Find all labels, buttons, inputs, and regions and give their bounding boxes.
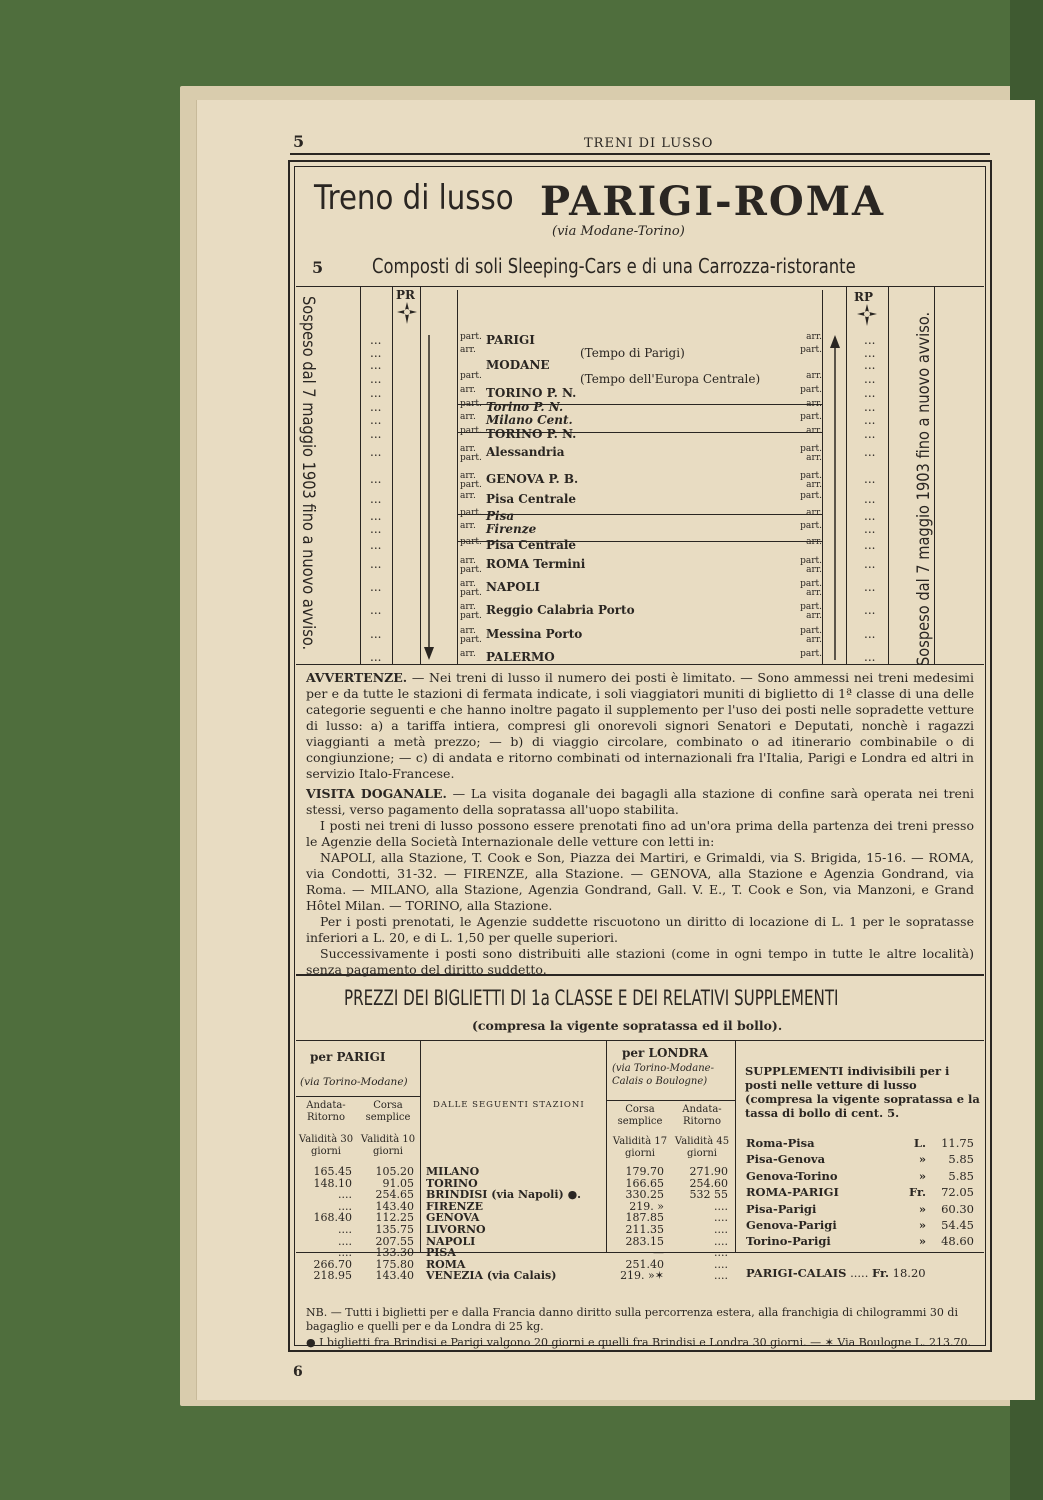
supplement-currency: » bbox=[918, 1218, 926, 1232]
title-via: (via Modane-Torino) bbox=[552, 224, 685, 239]
tt-station: GENOVA P. B. bbox=[486, 472, 579, 486]
supplement-name: Genova-Torino bbox=[746, 1168, 838, 1183]
tt-pr-value: ... bbox=[370, 333, 382, 347]
tt-rp-value: ... bbox=[864, 538, 876, 552]
supplement-value: 54.45 bbox=[941, 1218, 974, 1232]
price-cell-st: BRINDISI (via Napoli) ●. bbox=[426, 1188, 582, 1202]
tt-col-divider bbox=[822, 290, 823, 664]
tt-station: NAPOLI bbox=[486, 580, 540, 594]
price-cell-la: .... bbox=[714, 1234, 728, 1248]
london-validity-45: Validità 45 giorni bbox=[674, 1136, 730, 1159]
col-label-pr: PR bbox=[396, 288, 415, 302]
tt-station: PARIGI bbox=[486, 333, 535, 347]
visita-heading: VISITA DOGANALE. bbox=[306, 786, 447, 801]
paris-validity-30: Validità 30 giorni bbox=[298, 1134, 354, 1157]
visita-text: — La visita doganale dei bagagli alla stazione di confine sarà operata nei treni stessi, verso pagamento della sopratassa all'uopo stabilita. bbox=[306, 786, 974, 817]
tt-rp-value: ... bbox=[864, 413, 876, 427]
avvertenze-text: — Nei treni di lusso il numero dei posti è limitato. — Sono ammessi nei treni medesimi per e da tutte le stazioni di fermata indicate, i soli viaggiatori muniti di biglietto di 1ª classe di una delle categorie seguenti e che hanno inoltre pagato il supplemento per l'uso dei posti nelle sopradette vetture di lusso: a) a tariffa intiera, compresi gli onorevoli signori Senatori e Deputati, nonchè i ragazzi viaggianti a metà prezzo; — b) di viaggio circolare, combinato o ad itinerario combinabile o di congiunzione; — c) di andata e ritorno combinati od internazionali fra l'Italia, Parigi e Londra ed altri in servizio Italo-Francese. bbox=[306, 670, 974, 781]
agenzie-text: NAPOLI, alla Stazione, T. Cook e Son, Piazza dei Martiri, e Grimaldi, via S. Brigida, 15-16. — ROMA, via Condotti, 31-32. — FIRENZE, alla Stazione. — GENOVA, alla Stazione e Agenzia Gondrand, via Roma. — MILANO, alla Stazione, Agenzia Gondrand, Gall. V. E., T. Cook e Son, via Manzoni, e Grand Hôtel Milan. — TORINO, alla Stazione. bbox=[306, 850, 974, 913]
tt-rp-value: ... bbox=[864, 522, 876, 536]
supplement-name: Pisa-Genova bbox=[746, 1152, 826, 1167]
tt-right-label: part. bbox=[800, 491, 822, 501]
price-col-divider bbox=[735, 1040, 736, 1252]
tt-group-rule bbox=[457, 514, 822, 515]
sleeping-car-emblem-icon bbox=[395, 300, 419, 326]
title-subtitle: Composti di soli Sleeping-Cars e di una Carrozza-ristorante bbox=[372, 254, 856, 278]
tt-rp-value: ... bbox=[864, 492, 876, 506]
tt-right-label: part. arr. bbox=[800, 444, 822, 463]
tt-rp-value: ... bbox=[864, 346, 876, 360]
tt-left-label: part. bbox=[460, 508, 482, 518]
tt-pr-value: ... bbox=[370, 522, 382, 536]
price-cell-pc: 91.05 bbox=[382, 1176, 414, 1190]
tt-rp-value: ... bbox=[864, 557, 876, 571]
london-head: per LONDRA bbox=[622, 1046, 709, 1060]
tt-right-label: part. bbox=[800, 521, 822, 531]
tt-station: MODANE bbox=[486, 358, 550, 372]
price-cell-pc: 133.30 bbox=[375, 1246, 414, 1260]
tt-station: Pisa bbox=[486, 509, 515, 523]
supplement-value: 72.05 bbox=[941, 1185, 974, 1200]
tt-pr-value: ... bbox=[370, 413, 382, 427]
tt-left-label: arr. bbox=[460, 345, 476, 355]
price-cell-pa: 168.40 bbox=[313, 1211, 352, 1225]
supplement-name: Torino-Parigi bbox=[746, 1234, 831, 1249]
tt-left-label: arr. bbox=[460, 649, 476, 659]
price-cell-pa: .... bbox=[338, 1223, 352, 1236]
title-rule bbox=[296, 286, 984, 287]
down-arrow-icon bbox=[424, 335, 434, 660]
london-validity-17: Validità 17 giorni bbox=[612, 1136, 668, 1159]
price-cell-la: .... bbox=[714, 1211, 728, 1225]
price-cell-pa: 165.45 bbox=[313, 1165, 352, 1178]
prices-title: PREZZI DEI BIGLIETTI DI 1a CLASSE E DEI RELATIVI SUPPLEMENTI bbox=[344, 986, 839, 1010]
prices-top-rule bbox=[296, 1040, 984, 1041]
supplement-value: 60.30 bbox=[941, 1201, 974, 1216]
paris-andata-head: Andata-Ritorno bbox=[306, 1100, 346, 1123]
tt-right-label: arr. bbox=[806, 371, 822, 381]
tt-col-divider bbox=[457, 290, 458, 664]
tt-pr-value: ... bbox=[370, 557, 382, 571]
paris-validity-10: Validità 10 giorni bbox=[360, 1134, 416, 1157]
tt-rp-value: ... bbox=[864, 358, 876, 372]
tt-station: (Tempo di Parigi) bbox=[580, 346, 685, 360]
tt-right-label: arr. bbox=[806, 426, 822, 436]
calais-row: PARIGI-CALAIS ..... Fr. 18.20 bbox=[746, 1266, 926, 1280]
nb-text: NB. — Tutti i biglietti per e dalla Francia danno diritto sulla percorrenza estera, alla franchigia di chilogrammi 30 di bagaglio e quelli per e da Londra di 25 kg. bbox=[306, 1306, 958, 1333]
tt-pr-value: ... bbox=[370, 400, 382, 414]
tt-right-label: part. arr. bbox=[800, 471, 822, 490]
tt-pr-value: ... bbox=[370, 538, 382, 552]
tt-station: PALERMO bbox=[486, 650, 555, 664]
tt-left-label: arr. bbox=[460, 521, 476, 531]
london-sub-rule bbox=[606, 1100, 735, 1101]
price-cell-la: .... bbox=[714, 1269, 728, 1283]
price-cell-pa: 266.70 bbox=[313, 1257, 352, 1271]
tt-rp-value: ... bbox=[864, 372, 876, 386]
distribuzione-text: Successivamente i posti sono distribuiti alle stazioni (come in ogni tempo in tutte le altre località) senza pagamento del diritto suddetto. bbox=[306, 946, 974, 977]
supplement-value: 48.60 bbox=[941, 1234, 974, 1249]
tt-station: Reggio Calabria Porto bbox=[486, 603, 635, 617]
running-title: TRENI DI LUSSO bbox=[584, 136, 714, 151]
tt-right-label: part. bbox=[800, 385, 822, 395]
price-cell-pc: 175.80 bbox=[375, 1257, 414, 1271]
tt-col-divider bbox=[846, 286, 847, 664]
tt-right-label: part. bbox=[800, 412, 822, 422]
tt-pr-value: ... bbox=[370, 509, 382, 523]
tt-left-label: arr. bbox=[460, 385, 476, 395]
paris-head: per PARIGI bbox=[310, 1050, 386, 1064]
tt-rp-value: ... bbox=[864, 445, 876, 459]
tt-pr-value: ... bbox=[370, 372, 382, 386]
price-cell-la: .... bbox=[714, 1257, 728, 1271]
tt-pr-value: ... bbox=[370, 346, 382, 360]
supplement-name: Roma-Pisa bbox=[746, 1136, 815, 1150]
tt-left-label: arr. part. bbox=[460, 444, 482, 463]
price-cell-lc: 219. » bbox=[629, 1199, 664, 1213]
tt-rp-value: ... bbox=[864, 580, 876, 594]
tt-pr-value: ... bbox=[370, 580, 382, 594]
supplement-value: 5.85 bbox=[948, 1168, 974, 1183]
price-cell-lc: — bbox=[653, 1246, 664, 1260]
tt-pr-value: ... bbox=[370, 386, 382, 400]
supplement-currency: L. bbox=[913, 1136, 926, 1150]
tt-rp-value: ... bbox=[864, 472, 876, 486]
supplement-name: ROMA-PARIGI bbox=[746, 1185, 839, 1200]
tt-left-label: arr. part. bbox=[460, 602, 482, 621]
supplement-currency: » bbox=[918, 1201, 926, 1216]
calais-value: 18.20 bbox=[892, 1266, 926, 1280]
tt-pr-value: ... bbox=[370, 603, 382, 617]
locazione-text: Per i posti prenotati, le Agenzie suddette riscuotono un diritto di locazione di L. 1 per le sopratasse inferiori a L. 20, e di L. 1,50 per quelle superiori. bbox=[306, 914, 974, 945]
tt-station: Pisa Centrale bbox=[486, 492, 577, 506]
tt-pr-value: ... bbox=[370, 650, 382, 664]
price-cell-st: ROMA bbox=[426, 1257, 466, 1271]
price-cell-pc: 143.40 bbox=[375, 1269, 414, 1283]
tt-left-label: part. bbox=[460, 399, 482, 409]
supplement-currency: » bbox=[918, 1234, 926, 1249]
from-head: DALLE SEGUENTI STAZIONI bbox=[433, 1100, 585, 1110]
page-bottom-number: 6 bbox=[293, 1364, 303, 1380]
supplement-value: 11.75 bbox=[941, 1136, 974, 1150]
price-cell-pa: .... bbox=[338, 1188, 352, 1202]
price-cell-st: PISA bbox=[426, 1246, 456, 1260]
avvertenze-heading: AVVERTENZE. bbox=[306, 670, 408, 685]
tt-rp-value: ... bbox=[864, 627, 876, 641]
tt-right-label: arr. bbox=[806, 508, 822, 518]
price-cell-la: .... bbox=[714, 1223, 728, 1236]
supplements-head: SUPPLEMENTI indivisibili per i posti nelle vetture di lusso (compresa la vigente sopratassa e la tassa di bollo di cent. 5. bbox=[745, 1064, 980, 1120]
bullet-note: ● I biglietti fra Brindisi e Parigi valgono 20 giorni e quelli fra Brindisi e Londra 30 giorni. — ✶ Via Boulogne L. 213.70. bbox=[306, 1336, 972, 1349]
price-cell-pc: 112.25 bbox=[375, 1211, 414, 1225]
price-cell-lc: 251.40 bbox=[625, 1257, 664, 1271]
price-cell-lc: 283.15 bbox=[625, 1234, 664, 1248]
prices-subtitle: (compresa la vigente sopratassa ed il bollo). bbox=[472, 1018, 783, 1033]
tt-group-rule bbox=[457, 432, 822, 433]
tt-left-label: part. bbox=[460, 426, 482, 436]
tt-rp-value: ... bbox=[864, 509, 876, 523]
tt-group-rule bbox=[457, 404, 822, 405]
tt-col-right-edge bbox=[934, 286, 935, 664]
header-rule bbox=[290, 153, 990, 155]
supplement-value: 5.85 bbox=[948, 1152, 974, 1167]
tt-pr-value: ... bbox=[370, 472, 382, 486]
tt-group-rule bbox=[457, 541, 822, 542]
tt-left-label: arr. bbox=[460, 412, 476, 422]
tt-station: TORINO P. N. bbox=[486, 386, 577, 400]
title-prefix: Treno di lusso bbox=[314, 178, 514, 218]
supplement-name: Pisa-Parigi bbox=[746, 1201, 817, 1216]
london-via: (via Torino-Modane-Calais o Boulogne) bbox=[612, 1063, 714, 1087]
tt-left-label: arr. bbox=[460, 491, 476, 501]
london-andata-head: Andata-Ritorno bbox=[682, 1104, 722, 1127]
price-cell-pc: 254.65 bbox=[375, 1188, 414, 1202]
london-corsa-head: Corsa semplice bbox=[617, 1104, 663, 1127]
price-col-divider bbox=[606, 1040, 607, 1252]
train-number: 5 bbox=[312, 258, 324, 277]
tt-right-label: part. arr. bbox=[800, 602, 822, 621]
price-cell-pa: 148.10 bbox=[313, 1176, 352, 1190]
paris-corsa-head: Corsa semplice bbox=[365, 1100, 411, 1123]
tt-rp-value: ... bbox=[864, 333, 876, 347]
sleeping-car-emblem-icon bbox=[853, 302, 881, 328]
price-cell-la: 254.60 bbox=[689, 1176, 728, 1190]
price-cell-st: MILANO bbox=[426, 1165, 480, 1178]
calais-name: PARIGI-CALAIS bbox=[746, 1266, 847, 1280]
price-cell-pc: 143.40 bbox=[375, 1199, 414, 1213]
tt-pr-value: ... bbox=[370, 492, 382, 506]
tt-left-label: part. bbox=[460, 371, 482, 381]
paris-sub-rule bbox=[296, 1096, 420, 1097]
tt-left-label: arr. part. bbox=[460, 471, 482, 490]
prenotazione-text: I posti nei treni di lusso possono essere prenotati fino ad un'ora prima della partenza dei treni presso le Agenzie della Società Internazionale delle vetture con letti in: bbox=[306, 818, 974, 849]
tt-station: Firenze bbox=[486, 522, 537, 536]
tt-station: (Tempo dell'Europa Centrale) bbox=[580, 372, 761, 386]
price-cell-lc: 211.35 bbox=[625, 1223, 664, 1236]
price-cell-lc: 219. »✶ bbox=[620, 1269, 664, 1283]
tt-station: Milano Cent. bbox=[486, 413, 573, 427]
supplement-currency: » bbox=[918, 1168, 926, 1183]
tt-right-label: arr. bbox=[806, 399, 822, 409]
tt-right-label: part. arr. bbox=[800, 626, 822, 645]
supplement-currency: » bbox=[918, 1152, 926, 1167]
price-cell-st: NAPOLI bbox=[426, 1234, 476, 1248]
tt-right-label: arr. bbox=[806, 332, 822, 342]
paris-via: (via Torino-Modane) bbox=[300, 1076, 408, 1088]
tt-right-label: arr. bbox=[806, 537, 822, 547]
tt-pr-value: ... bbox=[370, 627, 382, 641]
tt-rp-value: ... bbox=[864, 386, 876, 400]
price-cell-st: FIRENZE bbox=[426, 1199, 483, 1213]
price-cell-lc: 330.25 bbox=[625, 1188, 664, 1202]
price-cell-lc: 179.70 bbox=[625, 1165, 664, 1178]
price-cell-st: VENEZIA (via Calais) bbox=[426, 1269, 557, 1283]
price-cell-pc: 135.75 bbox=[375, 1223, 414, 1236]
price-cell-pa: 218.95 bbox=[313, 1269, 352, 1283]
price-cell-pa: .... bbox=[338, 1246, 352, 1260]
tt-right-label: part. bbox=[800, 345, 822, 355]
tt-station: Torino P. N. bbox=[486, 400, 564, 414]
price-cell-lc: 166.65 bbox=[625, 1176, 664, 1190]
supplement-name: Genova-Parigi bbox=[746, 1218, 837, 1232]
page-number: 5 bbox=[293, 132, 306, 151]
tt-rp-value: ... bbox=[864, 427, 876, 441]
section-rule bbox=[296, 974, 984, 976]
price-cell-st: TORINO bbox=[426, 1176, 478, 1190]
tt-rp-value: ... bbox=[864, 400, 876, 414]
tt-left-label: part. bbox=[460, 332, 482, 342]
tt-left-label: arr. part. bbox=[460, 579, 482, 598]
price-cell-pc: 207.55 bbox=[375, 1234, 414, 1248]
price-cell-la: .... bbox=[714, 1246, 728, 1260]
price-col-divider bbox=[420, 1040, 421, 1252]
tt-left-label: arr. part. bbox=[460, 556, 482, 575]
tt-pr-value: ... bbox=[370, 358, 382, 372]
tt-station: Pisa Centrale bbox=[486, 538, 577, 552]
tt-left-label: part. bbox=[460, 537, 482, 547]
supplement-currency: Fr. bbox=[909, 1185, 926, 1200]
tt-right-label: part. arr. bbox=[800, 579, 822, 598]
price-cell-pa: .... bbox=[338, 1199, 352, 1213]
calais-currency: Fr. bbox=[872, 1266, 889, 1280]
suspension-notice-right: Sospeso dal 7 maggio 1903 fino a nuovo avviso. bbox=[914, 311, 934, 666]
suspension-notice-left: Sospeso dal 7 maggio 1903 fino a nuovo avviso. bbox=[298, 296, 318, 651]
tt-rp-value: ... bbox=[864, 650, 876, 664]
price-cell-st: GENOVA bbox=[426, 1211, 480, 1225]
tt-col-divider bbox=[420, 286, 421, 664]
tt-col-divider bbox=[888, 286, 889, 664]
tt-right-label: part. arr. bbox=[800, 556, 822, 575]
tt-bottom-rule bbox=[296, 664, 984, 665]
up-arrow-icon bbox=[830, 335, 840, 660]
col-label-rp: RP bbox=[854, 290, 873, 304]
tt-station: TORINO P. N. bbox=[486, 427, 577, 441]
notes-block bbox=[306, 670, 974, 978]
tt-left-label: arr. part. bbox=[460, 626, 482, 645]
tt-right-label: part. bbox=[800, 649, 822, 659]
price-cell-la: .... bbox=[714, 1199, 728, 1213]
tt-station: Messina Porto bbox=[486, 627, 583, 641]
price-cell-la: 532 55 bbox=[689, 1188, 728, 1202]
tt-rp-value: ... bbox=[864, 603, 876, 617]
tt-col-divider bbox=[392, 286, 393, 664]
price-cell-la: 271.90 bbox=[689, 1165, 728, 1178]
price-cell-pa: .... bbox=[338, 1234, 352, 1248]
price-cell-st: LIVORNO bbox=[426, 1223, 486, 1236]
price-cell-lc: 187.85 bbox=[625, 1211, 664, 1225]
tt-pr-value: ... bbox=[370, 445, 382, 459]
price-cell-pc: 105.20 bbox=[375, 1165, 414, 1178]
tt-pr-value: ... bbox=[370, 427, 382, 441]
title-route: PARIGI-ROMA bbox=[540, 178, 886, 225]
tt-station: ROMA Termini bbox=[486, 557, 586, 571]
tt-col-left-edge bbox=[360, 286, 361, 664]
tt-station: Alessandria bbox=[486, 445, 565, 459]
